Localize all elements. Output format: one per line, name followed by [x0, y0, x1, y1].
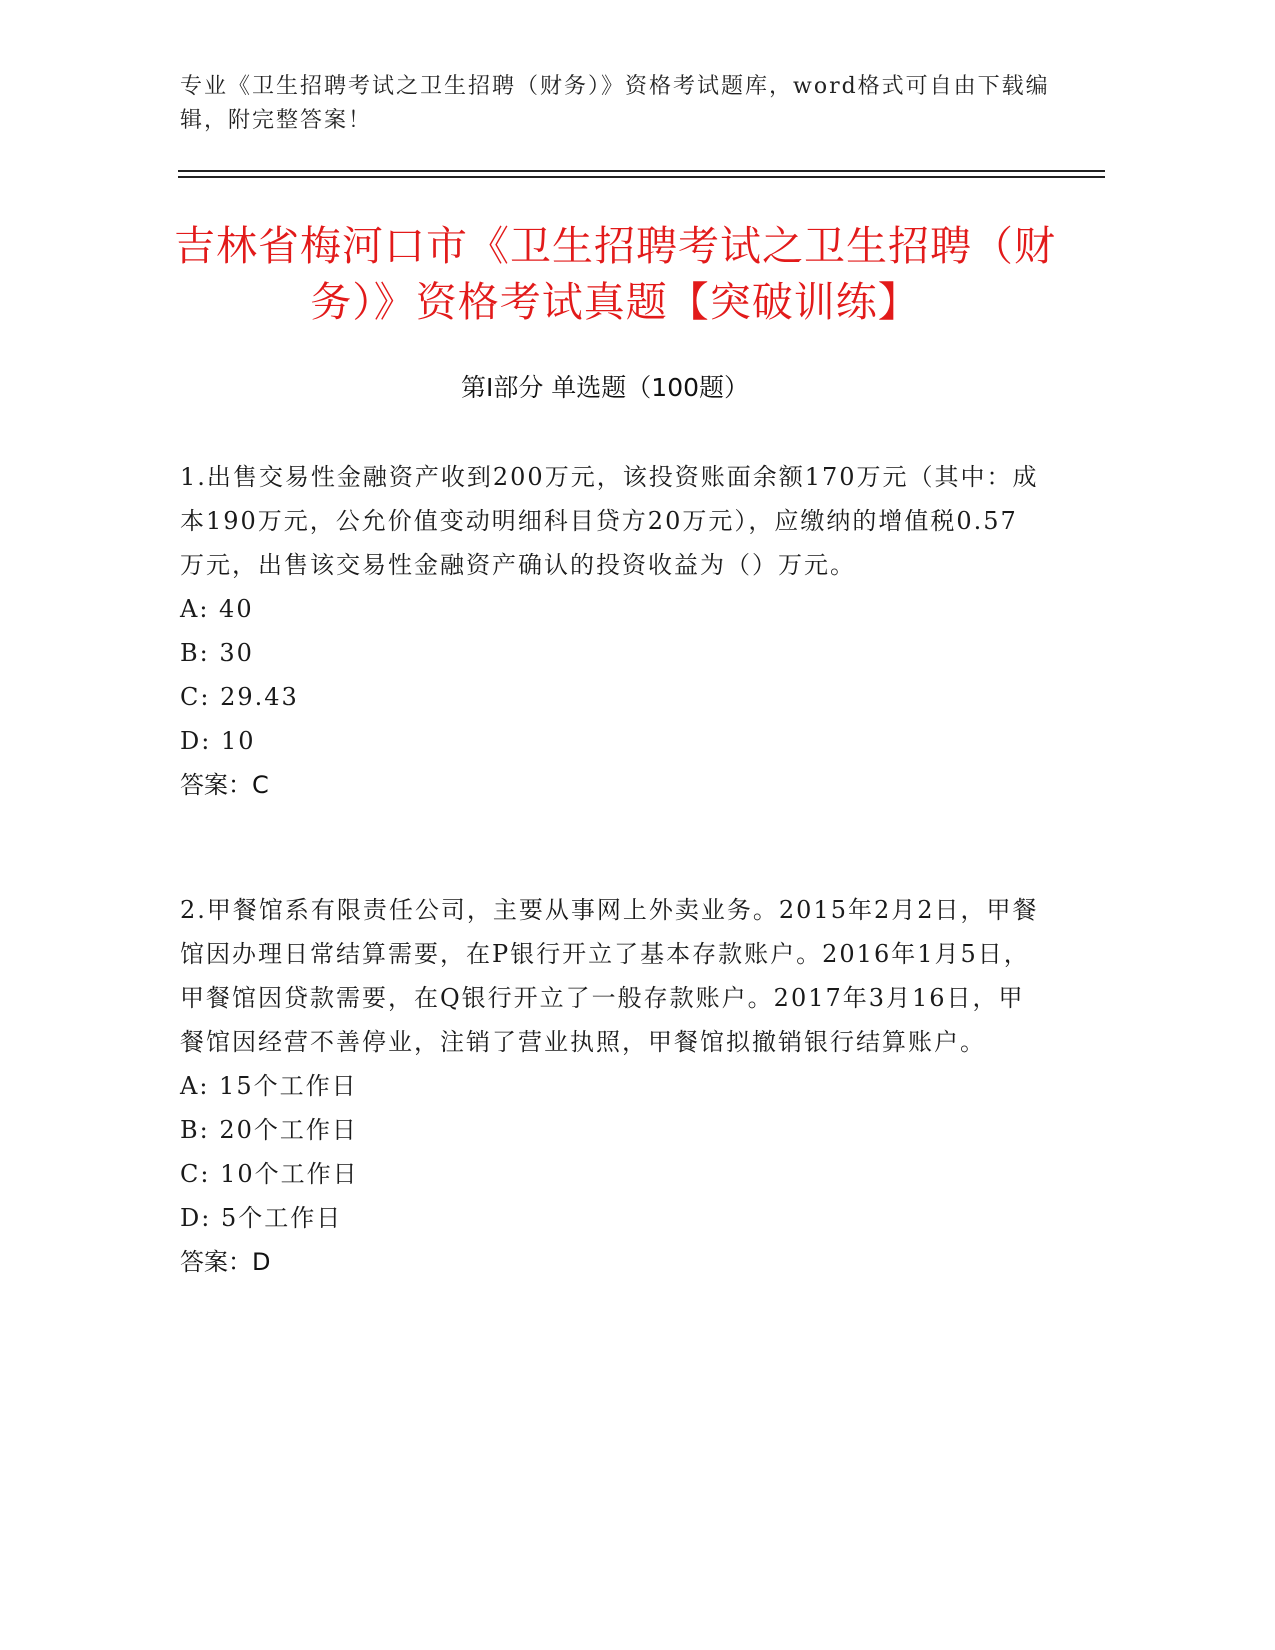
section-title: 第I部分 单选题（100题）: [460, 373, 750, 402]
question-2: [180, 888, 1040, 1284]
option-c: C: 29.43: [180, 683, 299, 711]
header-divider-bottom: [178, 176, 1105, 178]
answer: 答案：D: [180, 1248, 271, 1276]
question-stem: 2.甲餐馆系有限责任公司，主要从事网上外卖业务。2015年2月2日，甲餐馆因办理日常结算需要，在P银行开立了基本存款账户。2016年1月5日，甲餐馆因贷款需要，在Q银行开立了一般存款账户。2017年3月16日，甲餐馆因经营不善停业，注销了营业执照，甲餐馆拟撤销银行结算账户。: [180, 896, 1039, 1056]
option-d: D: 10: [180, 727, 256, 755]
option-a: A: 15个工作日: [180, 1072, 358, 1100]
option-b: B: 30: [180, 639, 254, 667]
option-c: C: 10个工作日: [180, 1160, 359, 1188]
header-note: 专业《卫生招聘考试之卫生招聘（财务）》资格考试题库，word格式可自由下载编辑，附完整答案！: [180, 74, 1050, 133]
header-divider-top: [178, 170, 1105, 172]
option-b: B: 20个工作日: [180, 1116, 358, 1144]
document-title: 吉林省梅河口市《卫生招聘考试之卫生招聘（财务）》资格考试真题【突破训练】: [174, 222, 1056, 326]
option-a: A: 40: [180, 595, 254, 623]
question-1: [180, 455, 1040, 807]
option-d: D: 5个工作日: [180, 1204, 343, 1232]
question-stem: 1.出售交易性金融资产收到200万元，该投资账面余额170万元（其中：成本190万元，公允价值变动明细科目贷方20万元），应缴纳的增值税0.57万元，出售该交易性金融资产确认的投资收益为（）万元。: [180, 463, 1039, 579]
answer: 答案：C: [180, 771, 269, 799]
